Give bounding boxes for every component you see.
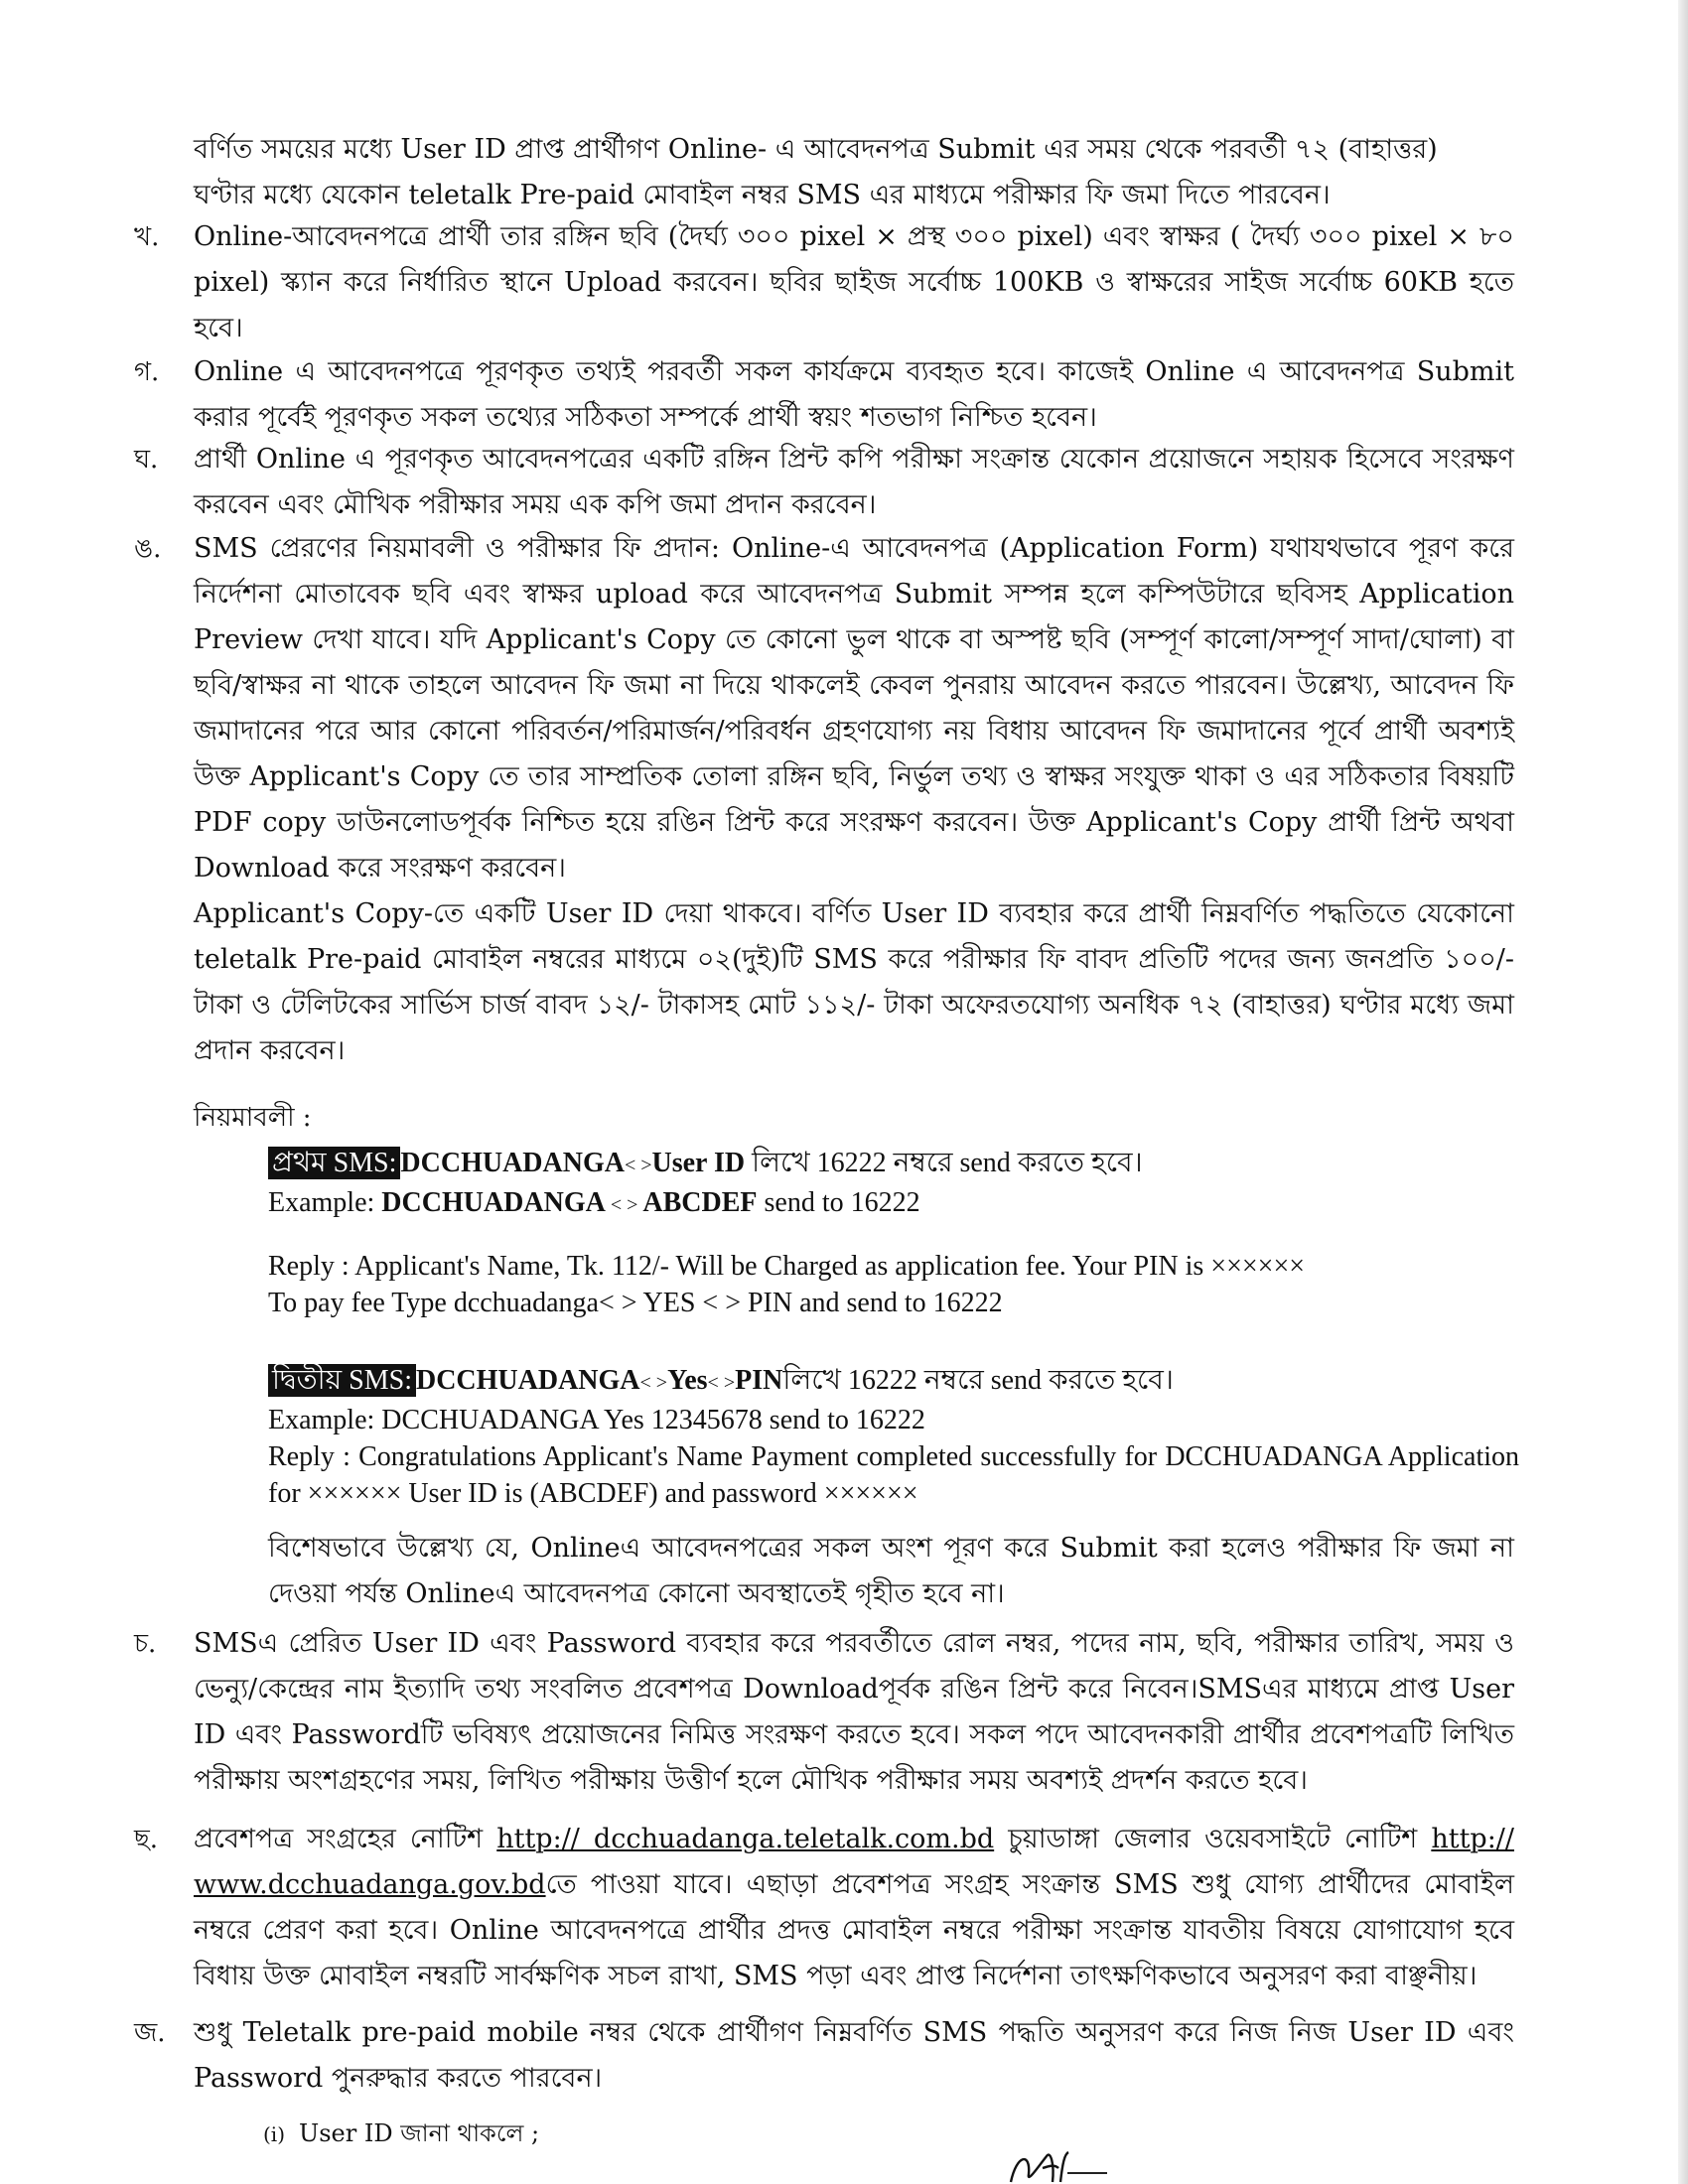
notice-link-district-website[interactable]: http:// www.dcchuadanga.gov.bd xyxy=(194,1824,1514,1900)
rules-heading: নিয়মাবলী : xyxy=(194,1103,312,1133)
sms2-instruction xyxy=(268,1362,1519,1402)
sms1-example-code: DCCHUADANGA xyxy=(381,1187,606,1218)
list-item-cha xyxy=(134,1621,1514,1804)
list-item-gha xyxy=(134,437,1514,528)
rules-note: বিশেষভাবে উল্লেখ্য যে, Onlineএ আবেদনপত্রের সকল অংশ পূরণ করে Submit করা হলেও পরীক্ষার ফি জমা না দেওয়া পর্যন্ত Onlineএ আবেদনপত্র কোনো অবস্থাতেই গৃহীত হবে না। xyxy=(268,1533,1514,1609)
sms1-rest: লিখে 16222 নম্বরে send করতে হবে। xyxy=(745,1148,1143,1178)
top-continuation xyxy=(194,127,1514,218)
sms2-pin: PIN xyxy=(735,1365,783,1396)
item-marker: জ. xyxy=(134,2018,166,2048)
page-edge-shadow xyxy=(1678,0,1688,2184)
item-text: Online-আবেদনপত্রে প্রার্থী তার রঙ্গিন ছবি (দৈর্ঘ্য ৩০০ pixel × প্রস্থ ৩০০ pixel) এবং স্বাক্ষর ( দৈর্ঘ্য ৩০০ pixel × ৮০ pixel) স্ক্যান করে নির্ধারিত স্থানে Upload করবেন। ছবির ছাইজ সর্বোচ্চ 100KB ও স্বাক্ষরের সাইজ সর্বোচ্চ 60KB হতে হবে। xyxy=(194,221,1514,343)
signature-dash xyxy=(1067,2172,1107,2174)
sms1-field: User ID xyxy=(651,1148,746,1178)
item-marker: চ. xyxy=(134,1629,157,1659)
sms2-rest: লিখে 16222 নম্বরে send করতে হবে। xyxy=(782,1365,1174,1396)
signature-mark xyxy=(1003,2144,1122,2184)
list-item-ga xyxy=(134,349,1514,441)
chha-text-3: তে পাওয়া যাবে। এছাড়া প্রবেশপত্র সংগ্রহ সংক্রান্ত SMS শুধু যোগ্য প্রার্থীদের মোবাইল নম্বরে প্রেরণ করা হবে। Online আবেদনপত্রে প্রার্থীর প্রদত্ত মোবাইল নম্বরে পরীক্ষা সংক্রান্ত যাবতীয় বিষয়ে যোগাযোগ হবে বিধায় উক্ত মোবাইল নম্বরটি সার্বক্ষণিক সচল রাখা, SMS পড়া এবং প্রাপ্ত নির্দেশনা তাৎক্ষণিকভাবে অনুসরণ করা বাঞ্ছনীয়। xyxy=(194,1869,1514,1991)
sms-first-block xyxy=(268,1145,1519,1321)
list-item-ja xyxy=(134,2010,1514,2102)
sub-item-marker: (i) xyxy=(263,2122,286,2146)
item-marker: ঘ. xyxy=(134,445,159,475)
chha-text-1: প্রবেশপত্র সংগ্রহের নোটিশ xyxy=(194,1824,497,1854)
sms2-sep2: < > xyxy=(707,1372,736,1394)
item-text: শুধু Teletalk pre-paid mobile নম্বর থেকে প্রার্থীগণ নিম্নবর্ণিত SMS পদ্ধতি অনুসরণ করে নিজ নিজ User ID এবং Password পুনরুদ্ধার করতে পারবেন। xyxy=(194,2017,1514,2094)
sms2-tag: দ্বিতীয় SMS: xyxy=(268,1364,416,1397)
top-line-2: ঘণ্টার মধ্যে যেকোন teletalk Pre-paid মোবাইল নম্বর SMS এর মাধ্যমে পরীক্ষার ফি জমা দিতে পারবেন। xyxy=(194,180,1331,210)
sms1-example-rest: send to 16222 xyxy=(757,1187,920,1218)
item-paragraph-2: Applicant's Copy-তে একটি User ID দেয়া থাকবে। বর্ণিত User ID ব্যবহার করে প্রার্থী নিম্নবর্ণিত পদ্ধতিতে যেকোনো teletalk Pre-paid মোবাইল নম্বরের মাধ্যমে ০২(দুই)টি SMS করে পরীক্ষার ফি বাবদ প্রতিটি পদের জন্য জনপ্রতি ১০০/- টাকা ও টেলিটকের সার্ভিস চার্জ বাবদ ১২/- টাকাসহ মোট ১১২/- টাকা অফেরতযোগ্য অনধিক ৭২ (বাহাত্তর) ঘণ্টার মধ্যে জমা প্রদান করবেন। xyxy=(194,898,1514,1066)
sms1-example-label: Example: xyxy=(268,1187,382,1218)
sms2-code: DCCHUADANGA xyxy=(415,1365,640,1396)
item-marker: ঙ. xyxy=(134,534,162,564)
sms1-tag: প্রথম SMS: xyxy=(268,1147,400,1179)
list-item-chha xyxy=(134,1817,1514,1999)
list-item-kha xyxy=(134,214,1514,351)
top-line-1: বর্ণিত সময়ের মধ্যে User ID প্রাপ্ত প্রার্থীগণ Online- এ আবেদনপত্র Submit এর সময় থেকে পরবর্তী ৭২ (বাহাত্তর) xyxy=(194,134,1438,165)
item-text: SMS প্রেরণের নিয়মাবলী ও পরীক্ষার ফি প্রদান: Online-এ আবেদনপত্র (Application Form) যথাযথভাবে পূরণ করে নির্দেশনা মোতাবেক ছবি এবং স্বাক্ষর upload করে আবেদনপত্র Submit সম্পন্ন হলে কম্পিউটারে ছবিসহ Application Preview দেখা যাবে। যদি Applicant's Copy তে কোনো ভুল থাকে বা অস্পষ্ট ছবি (সম্পূর্ণ কালো/সম্পূর্ণ সাদা/ঘোলা) বা ছবি/স্বাক্ষর না থাকে তাহলে আবেদন ফি জমা না দিয়ে থাকলেই কেবল পুনরায় আবেদন করতে পারবেন। উল্লেখ্য, আবেদন ফি জমাদানের পরে আর কোনো পরিবর্তন/পরিমার্জন/পরিবর্ধন গ্রহণযোগ্য নয় বিধায় আবেদন ফি জমাদানের পূর্বে প্রার্থী অবশ্যই উক্ত Applicant's Copy তে তার সাম্প্রতিক তোলা রঙ্গিন ছবি, নির্ভুল তথ্য ও স্বাক্ষর সংযুক্ত থাকা ও এর সঠিকতার বিষয়টি PDF copy ডাউনলোডপূর্বক নিশ্চিত হয়ে রঙিন প্রিন্ট করে সংরক্ষণ করবেন। উক্ত Applicant's Copy প্রার্থী প্রিন্ট অথবা Download করে সংরক্ষণ করবেন। xyxy=(194,533,1514,884)
list-item-uo xyxy=(134,526,1514,1074)
notice-link-teletalk[interactable]: http:// dcchuadanga.teletalk.com.bd xyxy=(496,1824,995,1854)
sms1-example-sep: < > xyxy=(605,1194,643,1216)
sms1-example-id: ABCDEF xyxy=(642,1187,758,1218)
item-text: Online এ আবেদনপত্রে পূরণকৃত তথ্যই পরবর্তী সকল কার্যক্রমে ব্যবহৃত হবে। কাজেই Online এ আবেদনপত্র Submit করার পূর্বেই পূরণকৃত সকল তথ্যের সঠিকতা সম্পর্কে প্রার্থী স্বয়ং শতভাগ নিশ্চিত হবেন। xyxy=(194,356,1514,433)
sms2-yes: Yes xyxy=(667,1365,708,1396)
item-marker: খ. xyxy=(134,222,160,252)
item-marker: গ. xyxy=(134,357,160,387)
sms1-sep: < > xyxy=(624,1155,652,1176)
sub-item-i xyxy=(263,2111,859,2157)
sms1-reply-2: To pay fee Type dcchuadanga< > YES < > PIN and send to 16222 xyxy=(268,1288,1003,1318)
sms-second-block xyxy=(268,1362,1519,1512)
sms1-code: DCCHUADANGA xyxy=(400,1148,625,1178)
item-text: SMSএ প্রেরিত User ID এবং Password ব্যবহার করে পরবর্তীতে রোল নম্বর, পদের নাম, ছবি, পরীক্ষার তারিখ, সময় ও ভেন্যু/কেন্দ্রের নাম ইত্যাদি তথ্য সংবলিত প্রবেশপত্র Downloadপূর্বক রঙিন প্রিন্ট করে নিবেন।SMSএর মাধ্যমে প্রাপ্ত User ID এবং Passwordটি ভবিষ্যৎ প্রয়োজনের নিমিত্ত সংরক্ষণ করতে হবে। সকল পদে আবেদনকারী প্রার্থীর প্রবেশপত্রটি লিখিত পরীক্ষায় অংশগ্রহণের সময়, লিখিত পরীক্ষায় উত্তীর্ণ হলে মৌখিক পরীক্ষার সময় অবশ্যই প্রদর্শন করতে হবে। xyxy=(194,1628,1514,1796)
sms1-reply-1: Reply : Applicant's Name, Tk. 112/- Will be Charged as application fee. Your PIN is ×××××× xyxy=(268,1251,1306,1282)
sms1-example xyxy=(268,1184,1519,1224)
sub-item-text: User ID জানা থাকলে ; xyxy=(299,2119,540,2147)
item-marker: ছ. xyxy=(134,1825,159,1854)
chha-text-2: চুয়াডাঙ্গা জেলার ওয়েবসাইটে নোটিশ xyxy=(994,1824,1432,1854)
item-text xyxy=(194,1817,1514,1999)
sms2-sep1: < > xyxy=(639,1372,668,1394)
item-text: প্রার্থী Online এ পূরণকৃত আবেদনপত্রের একটি রঙ্গিন প্রিন্ট কপি পরীক্ষা সংক্রান্ত যেকোন প্রয়োজনে সহায়ক হিসেবে সংরক্ষণ করবেন এবং মৌখিক পরীক্ষার সময় এক কপি জমা প্রদান করবেন। xyxy=(194,444,1514,520)
sms2-example: Example: DCCHUADANGA Yes 12345678 send to 16222 xyxy=(268,1405,925,1435)
sms2-reply: Reply : Congratulations Applicant's Name Payment completed successfully for DCCHUADANGA Application for ×××××× User ID is (ABCDEF) and password ×××××× xyxy=(268,1441,1519,1509)
sms1-instruction xyxy=(268,1145,1519,1184)
